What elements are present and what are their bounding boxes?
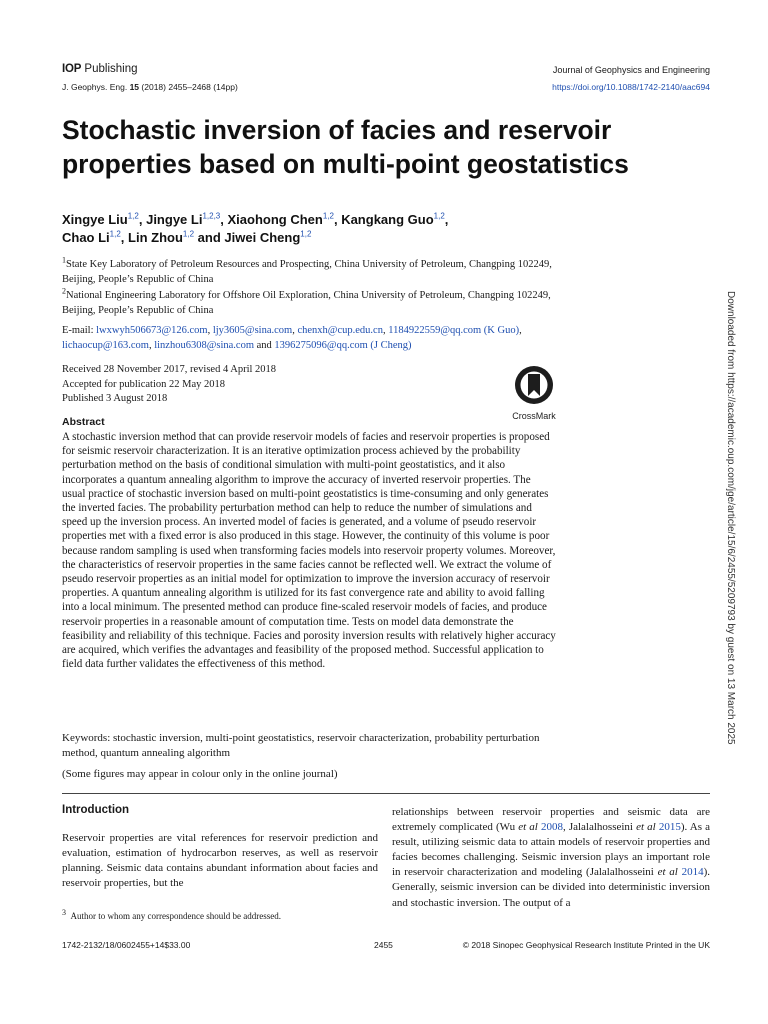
section-divider [62,793,710,794]
introduction-heading: Introduction [62,804,130,816]
abstract-text: A stochastic inversion method that can provide reservoir models of facies and reservoir properties is proposed for seismic reservoir characterization. It is an iterative optimization process achieved by the probability perturbation method on the basis of conditional simulation with multi-point geostatistics, and it also incorporates a quantum annealing algorithm to improve the accuracy of inverted reservoir properties. The usual practice of stochastic inversion based on multi-point geostatistics is time-consuming and only generates the inverted facies. The probability perturbation method can help to reduce the number of simulations and speed up the inversion process. An inverted model of facies is generated, and a volume of pseudo reservoir properties met with a fixed error is also produced in this stage. However, the continuity of this volume is poor because random sampling is used when transforming facies models into reservoir property volumes. Moreover, the characteristics of reservoir properties in the same facies cannot be reflected well. We extract the volume of pseudo reservoir properties as an initial model for optimization to improve the inversion accuracy of reservoir properties. A quantum annealing algorithm is utilized for its fast convergence rate and ability to avoid falling into a local minimum. The presented method can produce fine-scaled reservoir models of facies, and produce reservoir properties in a reasonable amount of computation time. Tests on model data demonstrate the feasibility and reliability of this technique. Facies and porosity inversion results with relatively higher accuracy are acquired, which verifies the advantages and feasibility of the proposed method. Successful application to field data further validates the effectiveness of this method. [62,431,556,671]
footer-copyright: © 2018 Sinopec Geophysical Research Institute Printed in the UK [462,940,710,950]
crossmark-badge[interactable] [506,365,562,421]
email-link[interactable]: ljy3605@sina.com [212,325,293,336]
introduction-right-column [392,805,710,911]
footnote-text: Author to whom any correspondence should be addressed. [70,911,281,921]
et-al: et al [636,821,656,834]
footnote-number: 3 [62,908,66,917]
download-watermark: Downloaded from https://academic.oup.com/jge/article/15/6/2455/5209793 by guest on 13 March 2025 [725,291,736,745]
crossmark-icon [514,365,554,405]
affiliation-number: 2 [62,286,66,296]
affiliation [62,288,562,318]
author-affiliation-ref[interactable]: 1,2 [127,211,139,221]
email-link[interactable]: lichaocup@163.com [62,340,149,351]
author-name: Kangkang Guo [341,212,434,227]
publisher-logo-bold: IOP [62,63,82,75]
received-date: Received 28 November 2017, revised 4 April 2018 [62,364,277,375]
keywords: Keywords: stochastic inversion, multi-point geostatistics, reservoir characterization, probability perturbation method, quantum annealing algorithm [62,732,540,759]
crossmark-label: CrossMark [512,411,556,421]
affiliation-text: National Engineering Laboratory for Offshore Oil Exploration, China University of Petroleum, Changping 102249, Beijing, People’s Republic of China [62,290,551,316]
author-affiliation-ref[interactable]: 1,2,3 [202,211,221,221]
intro-text: relationships between reservoir properties and seismic data are extremely complicated (Wu [392,806,710,834]
reference-link[interactable]: 2014 [681,866,704,879]
email-link[interactable]: chenxh@cup.edu.cn [297,325,383,336]
citation [62,82,238,92]
introduction-left-column: Reservoir properties are vital references for reservoir prediction and evaluation, estimation of hydrocarbon reserves, as well as reservoir planning. Seismic data contains abundant information about facies and reservoir properties, but the [62,832,378,889]
author-list: Xingye Liu$^{1,2}$, Jingye Li$^{1,2,3}$, Xiaohong Chen$^{1,2}$, Kangkang Guo$^{1,2}$, Chao Li$^{1,2}$, Lin Zhou$^{1,2}$ and Jiwei Cheng$^{1,2}$ [62,211,449,245]
citation-pages: (2018) 2455–2468 (14pp) [139,82,238,92]
journal-name: Journal of Geophysics and Engineering [552,65,710,75]
email-link[interactable]: lwxwyh506673@126.com [96,325,208,336]
author-name: Jingye Li [146,212,203,227]
footer-issn: 1742-2132/18/0602455+14$33.00 [62,940,191,950]
paper-title: Stochastic inversion of facies and reservoir properties based on multi-point geostatistics [62,115,629,179]
citation-journal: J. Geophys. Eng. [62,82,130,92]
affiliation-text: State Key Laboratory of Petroleum Resources and Prospecting, China University of Petroleum, Changping 102249, Beijing, People’s Republic of China [62,259,552,285]
intro-text: ). Generally, seismic inversion can be divided into deterministic inversion and stochastic inversion. The output of a [392,866,711,909]
page-number: 2455 [374,940,393,950]
doi-link[interactable]: https://doi.org/10.1088/1742-2140/aac694 [552,82,710,92]
intro-text: , Jalalalhosseini [562,821,637,834]
et-al: et al [657,866,678,879]
author-name: Xingye Liu [62,212,128,227]
email-link[interactable]: 1184922559@qq.com (K Guo) [388,325,520,336]
author-name: Xiaohong Chen [227,212,323,227]
publication-dates [62,363,362,407]
email-and: and [256,340,272,351]
footnote [62,908,378,921]
affiliation [62,257,562,287]
email-list: E-mail: lwxwyh506673@126.com, ljy3605@sina.com, chenxh@cup.edu.cn, 1184922559@qq.com (K Guo), lichaocup@163.com, linzhou6308@sina.com and 1396275096@qq.com (J Cheng) [62,325,522,351]
publisher-logo [62,63,138,75]
colour-note: (Some figures may appear in colour only in the online journal) [62,768,338,780]
author-affiliation-ref[interactable]: 1,2 [182,229,195,239]
author-and: and [197,230,221,245]
author-name: Lin Zhou [128,230,183,245]
reference-link[interactable]: 2015 [658,821,681,834]
intro-text: ). As a result, utilizing seismic data to attain models of reservoir properties and facies becomes challenging. Seismic inversion plays an important role in reservoir characterization and modeling (Jalalalhosseini [392,821,711,879]
published-date: Published 3 August 2018 [62,393,168,404]
affiliation-number: 1 [62,255,66,265]
author-affiliation-ref[interactable]: 1,2 [433,211,445,221]
email-link[interactable]: 1396275096@qq.com (J Cheng) [274,340,412,351]
publisher-logo-text: Publishing [84,63,138,75]
abstract-heading: Abstract [62,416,105,428]
author-affiliation-ref[interactable]: 1,2 [300,229,312,239]
reference-link[interactable]: 2008 [540,821,563,834]
citation-volume: 15 [129,82,140,92]
email-label: E-mail: [62,325,94,336]
et-al: et al [518,821,538,834]
email-link[interactable]: linzhou6308@sina.com [154,340,254,351]
author-affiliation-ref[interactable]: 1,2 [109,229,121,239]
author-affiliation-ref[interactable]: 1,2 [322,211,334,221]
affiliations [62,257,562,319]
accepted-date: Accepted for publication 22 May 2018 [62,378,225,390]
author-name: Chao Li [62,230,110,245]
author-name: Jiwei Cheng [224,230,301,245]
